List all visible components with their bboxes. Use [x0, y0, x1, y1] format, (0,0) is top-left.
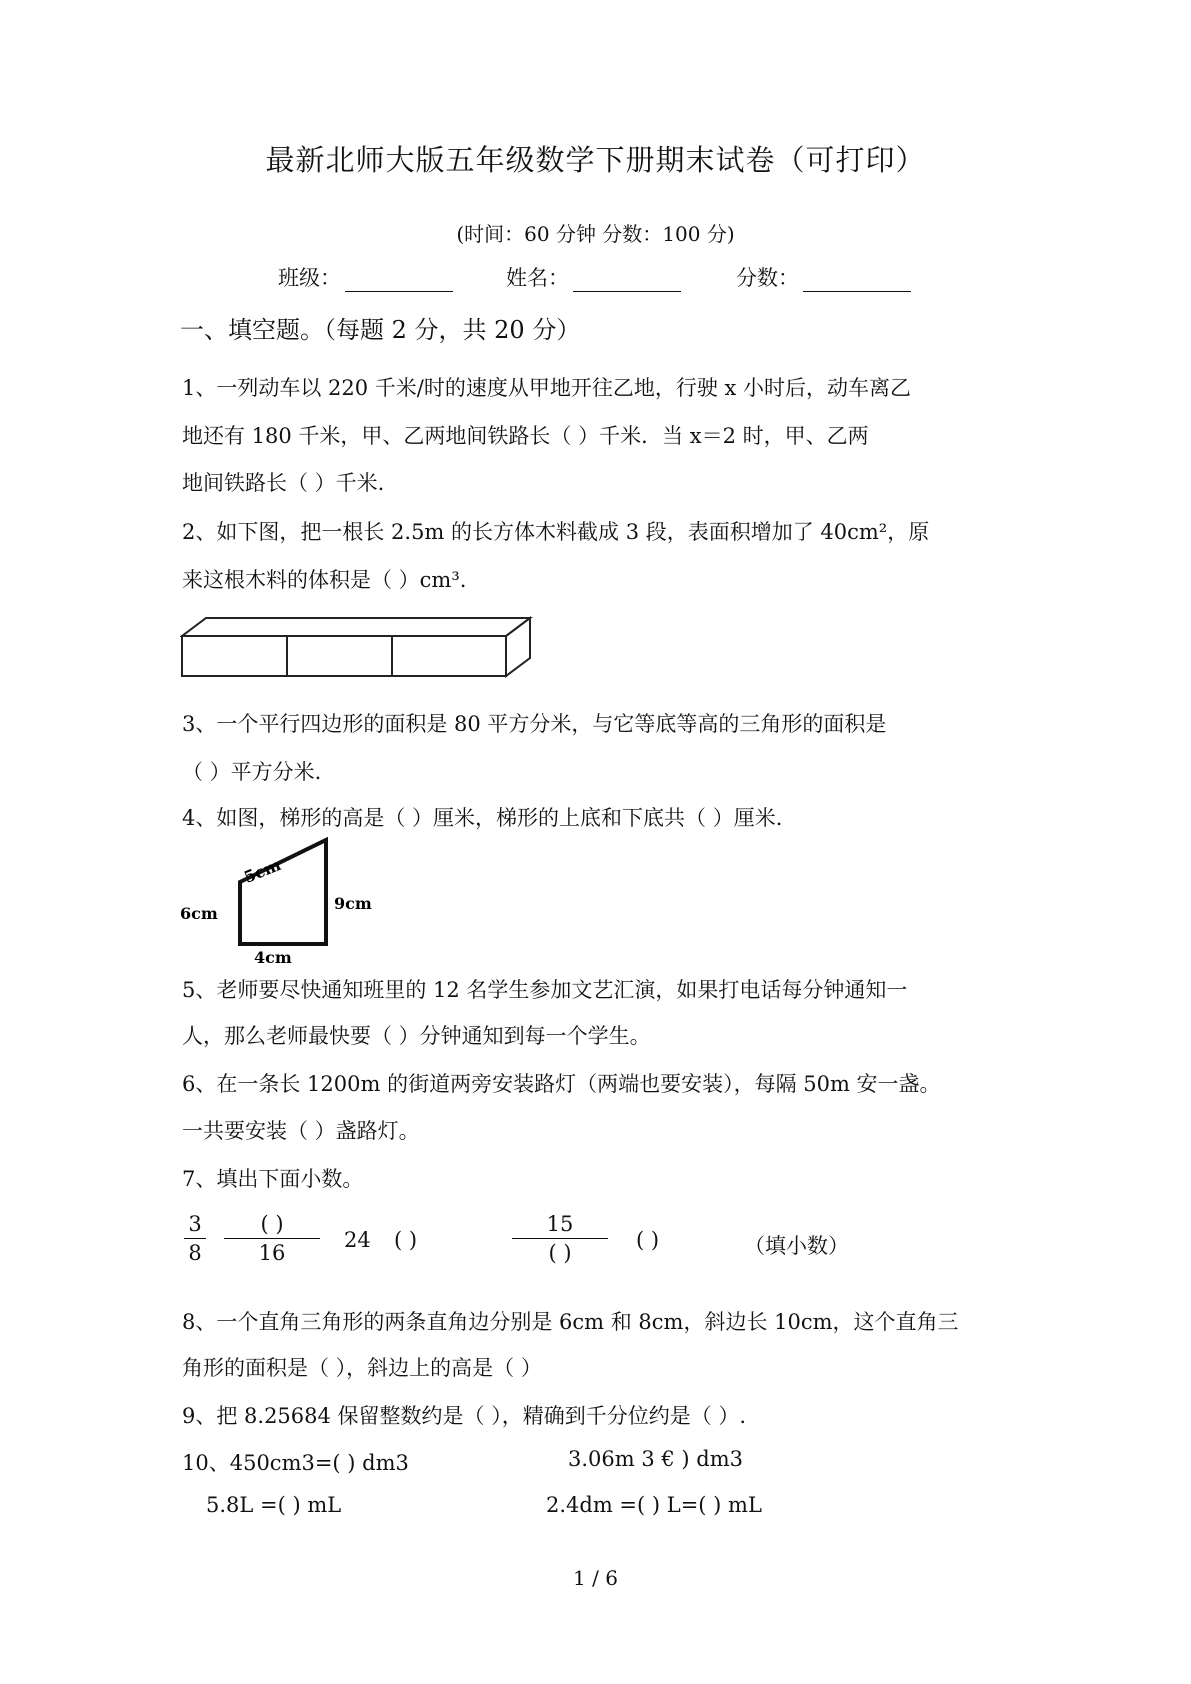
fraction-denominator: 8: [188, 1241, 202, 1265]
class-label: 班级：: [278, 266, 341, 290]
q9-line1: 9、把 8.25684 保留整数约是（ ），精确到千分位约是（ ）.: [182, 1404, 747, 1428]
q8-line2: 角形的面积是（ ），斜边上的高是（ ）: [182, 1356, 542, 1380]
q6-line1: 6、在一条长 1200m 的街道两旁安装路灯（两端也要安装），每隔 50m 安一盏。: [182, 1072, 941, 1096]
name-blank[interactable]: [573, 269, 681, 292]
q7-line1: 7、填出下面小数。: [182, 1167, 364, 1191]
score-label: 分数：: [736, 266, 799, 290]
class-blank[interactable]: [345, 269, 453, 292]
q10-part-b: 3.06m 3 € ) dm3: [568, 1447, 744, 1471]
q8-line1: 8、一个直角三角形的两条直角边分别是 6cm 和 8cm，斜边长 10cm，这个直角三: [182, 1310, 959, 1334]
name-label: 姓名：: [506, 266, 569, 290]
q3-line1: 3、一个平行四边形的面积是 80 平方分米，与它等底等高的三角形的面积是: [182, 712, 887, 736]
fraction-15-blank: [512, 1212, 608, 1265]
score-field: [736, 262, 911, 292]
q1-line2: 地还有 180 千米，甲、乙两地间铁路长（ ）千米．当 x＝2 时，甲、乙两: [182, 424, 869, 448]
q2-line2: 来这根木料的体积是（ ）cm³.: [182, 568, 467, 592]
fraction-bar: [184, 1238, 206, 1239]
score-blank[interactable]: [803, 269, 911, 292]
fraction-3-8: [184, 1212, 206, 1265]
trapezoid-slant-label: 5cm: [241, 855, 284, 887]
q7-blank-1: ( ): [394, 1228, 418, 1252]
fraction-numerator: ( ): [260, 1212, 284, 1236]
fraction-bar: [224, 1238, 320, 1239]
q7-number-24: 24: [344, 1228, 371, 1252]
page-title: 最新北师大版五年级数学下册期末试卷（可打印）: [265, 143, 926, 177]
trapezoid-left-label: 6cm: [180, 904, 218, 923]
name-field: [506, 262, 681, 292]
page-number: 1 / 6: [573, 1566, 618, 1590]
trapezoid-figure: [178, 836, 398, 966]
cuboid-figure: [180, 616, 534, 678]
q10-part-a: 10、450cm3=( ) dm3: [182, 1451, 409, 1475]
q5-line1: 5、老师要尽快通知班里的 12 名学生参加文艺汇演，如果打电话每分钟通知一: [182, 978, 908, 1002]
q10-part-c: 5.8L =( ) mL: [206, 1493, 342, 1517]
fraction-denominator: ( ): [548, 1241, 572, 1265]
trapezoid-right-label: 9cm: [334, 894, 372, 913]
q1-line3: 地间铁路长（ ）千米.: [182, 471, 385, 495]
fraction-bar: [512, 1238, 608, 1239]
q1-line1: 1、一列动车以 220 千米/时的速度从甲地开往乙地，行驶 x 小时后，动车离乙: [182, 376, 912, 400]
q7-tail: （填小数）: [744, 1234, 849, 1258]
q7-blank-2: ( ): [636, 1228, 660, 1252]
fraction-numerator: 3: [188, 1212, 202, 1236]
q2-line1: 2、如下图，把一根长 2.5m 的长方体木料截成 3 段，表面积增加了 40cm²，原: [182, 520, 930, 544]
section-heading: 一、填空题。（每题 2 分，共 20 分）: [180, 316, 581, 344]
exam-meta: (时间：60 分钟 分数：100 分): [456, 222, 735, 246]
class-field: [278, 262, 453, 292]
q4-line1: 4、如图，梯形的高是（ ）厘米，梯形的上底和下底共（ ）厘米.: [182, 806, 783, 830]
fraction-denominator: 16: [258, 1241, 286, 1265]
fraction-numerator: 15: [546, 1212, 574, 1236]
q5-line2: 人，那么老师最快要（ ）分钟通知到每一个学生。: [182, 1024, 651, 1048]
trapezoid-bottom-label: 4cm: [254, 948, 292, 966]
fraction-blank-16: [224, 1212, 320, 1265]
q10-part-d: 2.4dm =( ) L=( ) mL: [546, 1493, 762, 1517]
q6-line2: 一共要安装（ ）盏路灯。: [182, 1119, 420, 1143]
q3-line2: （ ）平方分米.: [182, 760, 322, 784]
